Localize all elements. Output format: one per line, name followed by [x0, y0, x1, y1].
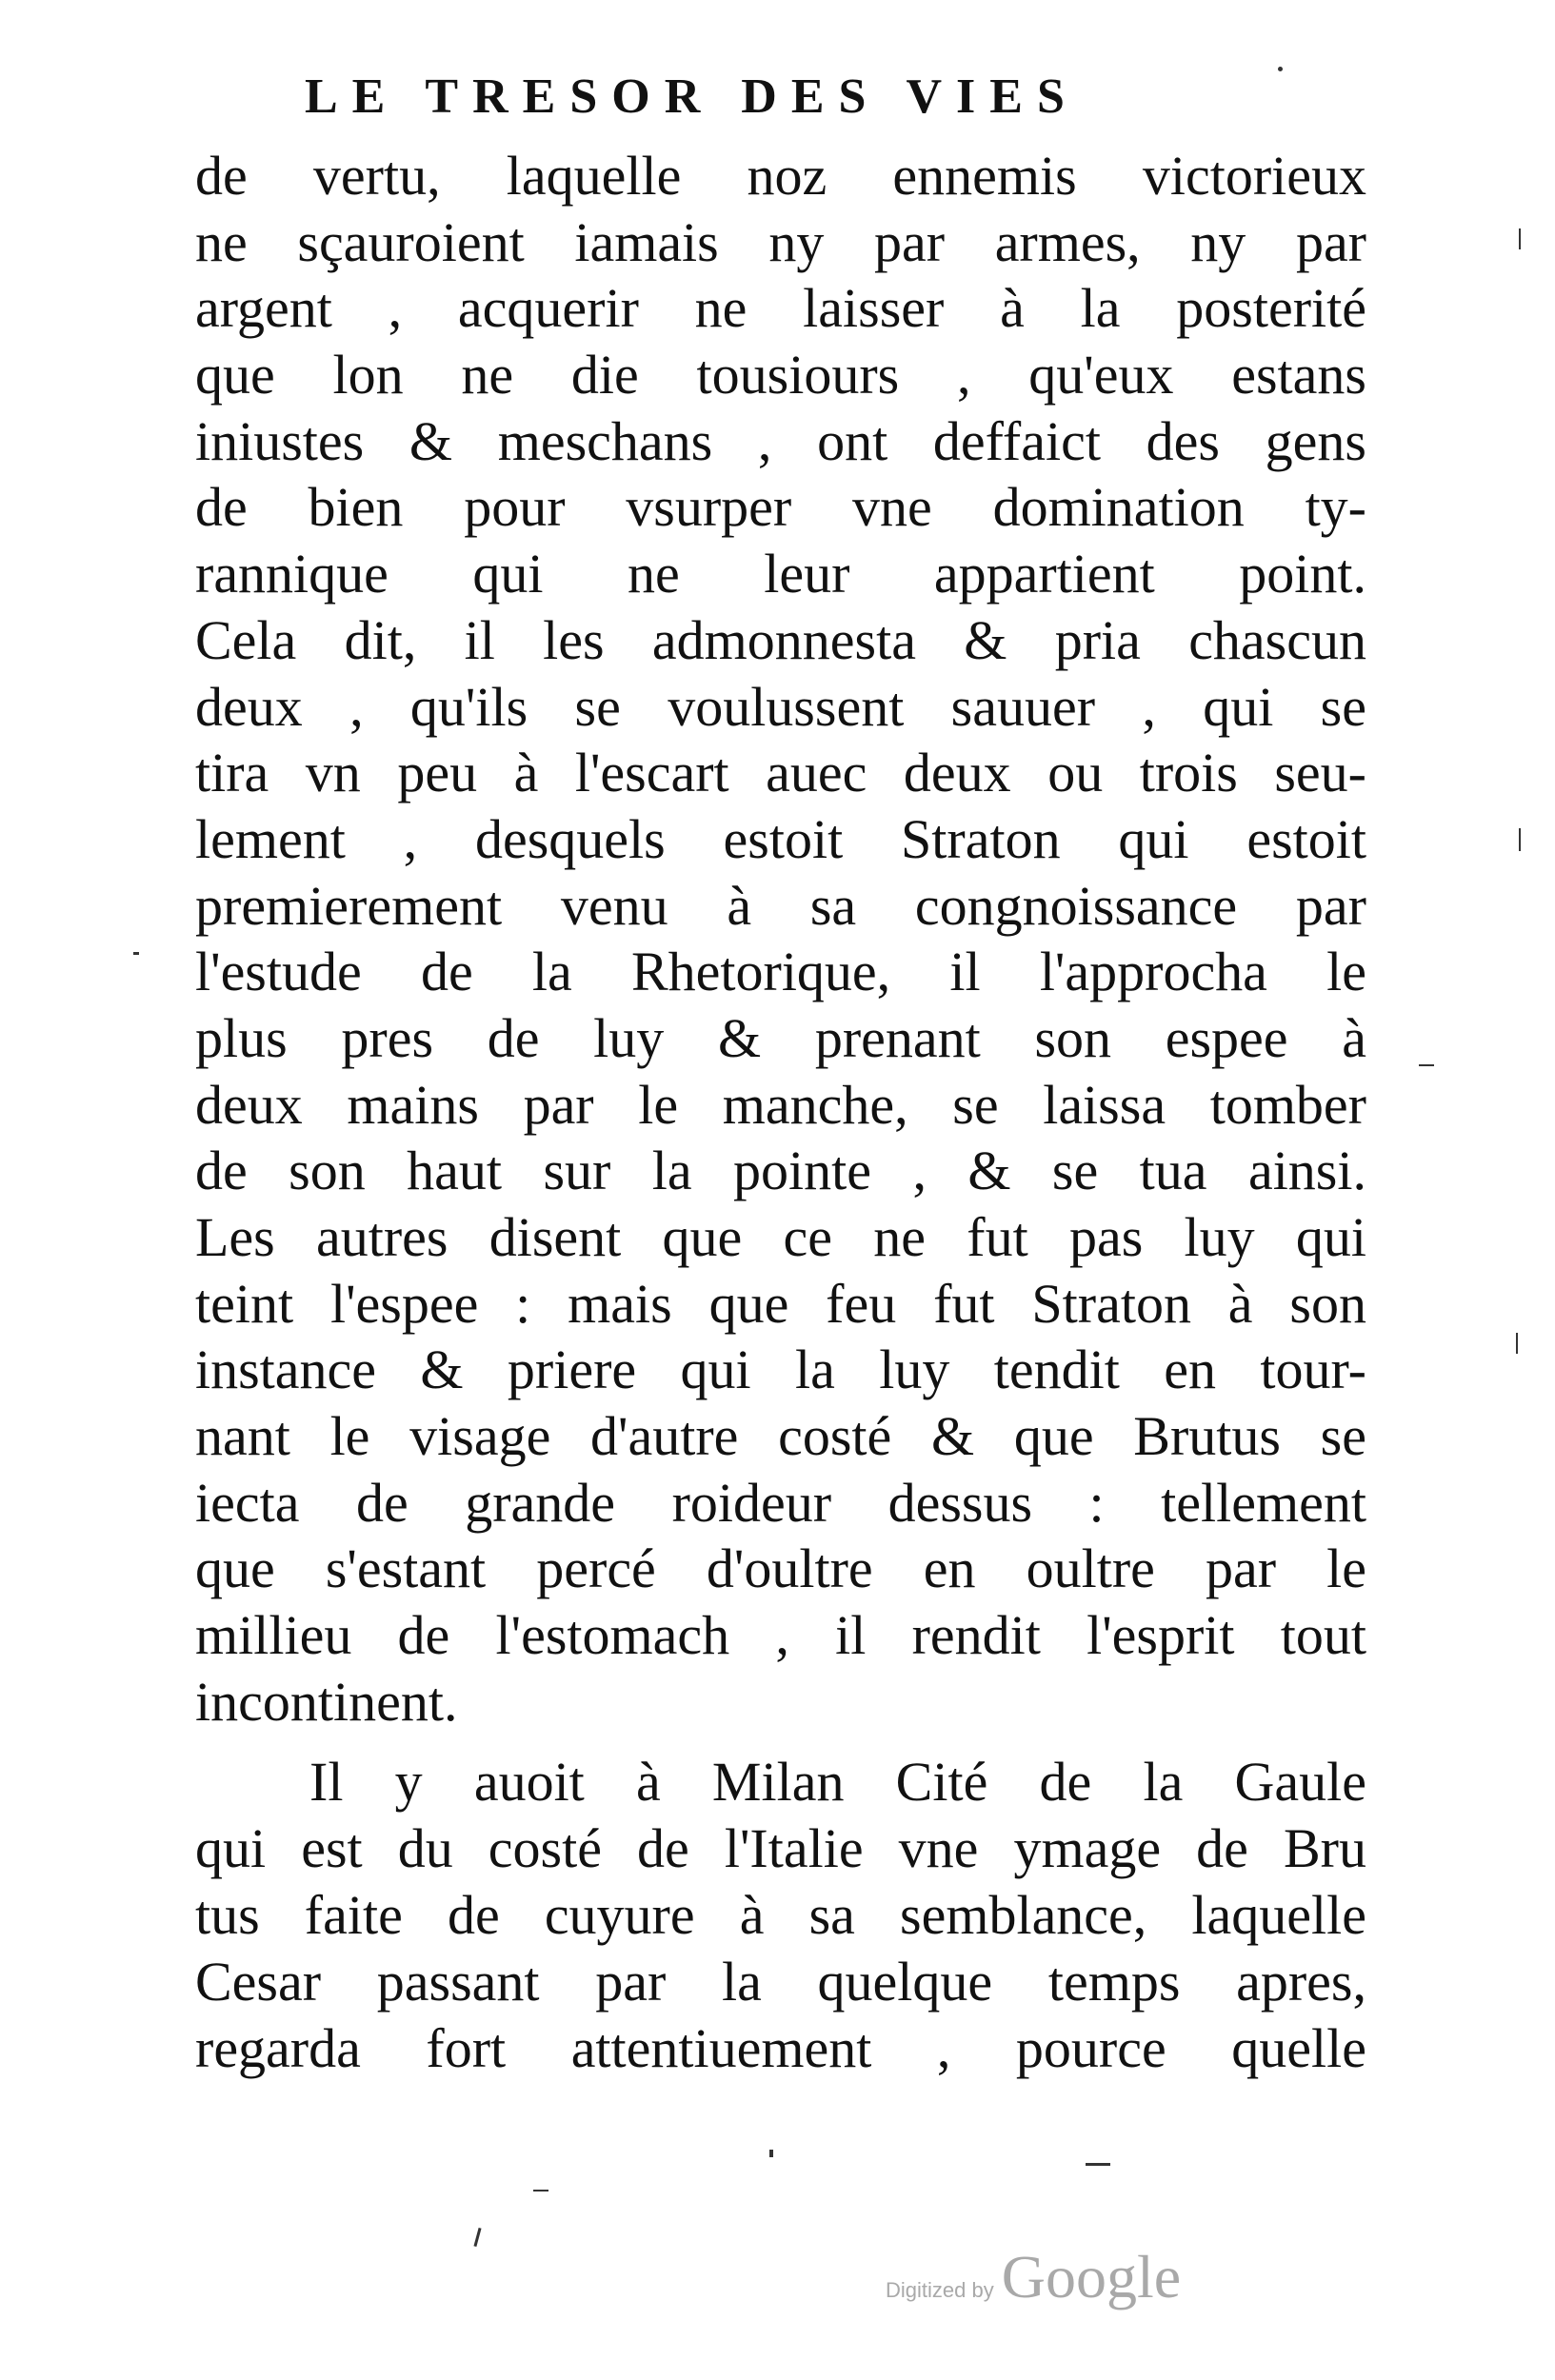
text-line: qui est du costé de l'Italie vne ymage de Bru [195, 1816, 1366, 1879]
text-line: Les autres disent que ce ne fut pas luy qui [195, 1206, 1366, 1268]
paragraph-2 [195, 1749, 1366, 2082]
running-head: LE TRESOR DES VIES [305, 69, 1079, 124]
ink-speck [1278, 67, 1283, 71]
text-line: l'estude de la Rhetorique, il l'approcha le [195, 941, 1366, 1003]
text-line: tus faite de cuyure à sa semblance, laquelle [195, 1883, 1366, 1946]
google-logo: Google [1001, 2243, 1182, 2311]
text-line: argent , acquerir ne laisser à la posterité [195, 277, 1366, 340]
text-line: deux , qu'ils se voulussent sauuer , qui se [195, 675, 1366, 738]
watermark-prefix: Digitized by [886, 2278, 994, 2302]
paragraph-1 [195, 143, 1366, 1735]
text-line: instance & priere qui la luy tendit en tour- [195, 1339, 1366, 1401]
ink-speck [1519, 228, 1521, 249]
ink-speck [1516, 1333, 1518, 1354]
ink-speck [769, 2150, 773, 2157]
text-line: iniustes & meschans , ont deffaict des gens [195, 409, 1366, 472]
text-line: Cela dit, il les admonnesta & pria chascun [195, 608, 1366, 671]
text-line: iecta de grande roideur dessus : tellement [195, 1471, 1366, 1534]
digitized-by-google-watermark [886, 2242, 1181, 2309]
text-line: de bien pour vsurper vne domination ty- [195, 476, 1366, 539]
text-line: premierement venu à sa congnoissance par [195, 874, 1366, 937]
main-text [195, 143, 1366, 2082]
text-line: de vertu, laquelle noz ennemis victorieux [195, 145, 1366, 207]
text-line: regarda fort attentiuement , pource quelle [195, 2016, 1366, 2079]
ink-speck [1419, 1064, 1434, 1066]
text-line: ne sçauroient iamais ny par armes, ny par [195, 210, 1366, 273]
text-line: rannique qui ne leur appartient point. [195, 543, 1366, 605]
ink-speck [473, 2228, 481, 2247]
text-line: incontinent. [195, 1670, 458, 1733]
text-line: Cesar passant par la quelque temps apres, [195, 1950, 1366, 2013]
text-line: nant le visage d'autre costé & que Brutus se [195, 1405, 1366, 1468]
text-line: millieu de l'estomach , il rendit l'esprit tout [195, 1604, 1366, 1667]
text-line: tira vn peu à l'escart auec deux ou trois seu- [195, 742, 1366, 804]
text-line: de son haut sur la pointe , & se tua ainsi. [195, 1140, 1366, 1202]
text-line: que lon ne die tousiours , qu'eux estans [195, 344, 1366, 407]
text-line: Il y auoit à Milan Cité de la Gaule [309, 1750, 1366, 1813]
text-line: lement , desquels estoit Straton qui estoit [195, 807, 1366, 870]
text-line: deux mains par le manche, se laissa tomber [195, 1073, 1366, 1136]
text-line: teint l'espee : mais que feu fut Straton à son [195, 1272, 1366, 1335]
ink-speck [133, 952, 139, 955]
paragraph-gap [195, 1735, 1366, 1749]
ink-speck [1086, 2163, 1110, 2166]
ink-speck [1519, 828, 1521, 851]
text-line: plus pres de luy & prenant son espee à [195, 1006, 1366, 1069]
text-line: que s'estant percé d'oultre en oultre par le [195, 1537, 1366, 1600]
ink-speck [533, 2190, 548, 2192]
